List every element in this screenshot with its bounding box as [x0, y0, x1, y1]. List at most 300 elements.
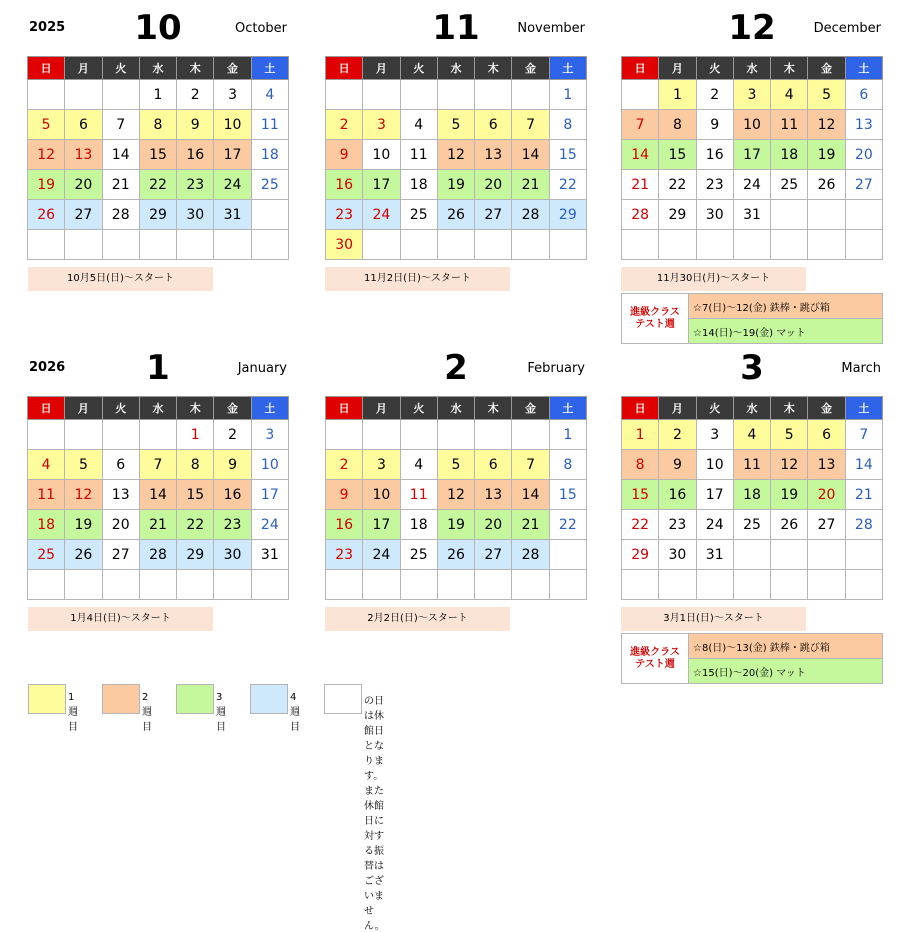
day-cell — [28, 80, 65, 110]
day-cell: 24 — [214, 170, 251, 200]
day-cell: 20 — [65, 170, 102, 200]
day-cell — [363, 80, 400, 110]
weekday-header: 月 — [65, 57, 102, 80]
legend-label-week1: 1週目 — [68, 692, 78, 733]
day-cell: 12 — [771, 450, 808, 480]
day-cell — [475, 80, 512, 110]
legend-closed-note: の日は休館日となります。また休館日に対する振替はございません。 — [364, 696, 385, 932]
weekday-header: 日 — [326, 397, 363, 420]
day-cell: 31 — [733, 200, 770, 230]
day-cell: 10 — [696, 450, 733, 480]
weekday-header: 金 — [808, 57, 845, 80]
weekday-header: 木 — [771, 397, 808, 420]
month-name-english: March — [841, 361, 881, 376]
day-cell: 2 — [326, 450, 363, 480]
day-cell: 28 — [102, 200, 139, 230]
day-cell: 22 — [622, 510, 659, 540]
month-number: 10 — [134, 8, 182, 48]
day-cell: 4 — [400, 450, 437, 480]
day-cell: 18 — [251, 140, 288, 170]
calendar-november — [325, 8, 587, 260]
week-row — [622, 200, 883, 230]
day-cell: 29 — [549, 200, 586, 230]
day-cell: 17 — [733, 140, 770, 170]
day-cell: 21 — [845, 480, 882, 510]
week-row — [622, 230, 883, 260]
day-cell: 29 — [139, 200, 176, 230]
day-cell: 16 — [659, 480, 696, 510]
week-row — [28, 540, 289, 570]
day-cell: 4 — [251, 80, 288, 110]
day-cell: 8 — [177, 450, 214, 480]
day-cell: 25 — [771, 170, 808, 200]
day-cell: 27 — [65, 200, 102, 230]
day-cell: 15 — [659, 140, 696, 170]
day-cell: 3 — [214, 80, 251, 110]
start-banner-january: 1月4日(日)～スタート — [28, 607, 213, 631]
day-cell: 23 — [177, 170, 214, 200]
day-cell — [102, 230, 139, 260]
day-cell — [139, 230, 176, 260]
calendar-header — [27, 348, 289, 396]
day-cell: 18 — [400, 170, 437, 200]
weekday-header-row — [622, 397, 883, 420]
week-row — [28, 170, 289, 200]
day-cell: 15 — [622, 480, 659, 510]
day-cell — [808, 200, 845, 230]
week-row — [326, 540, 587, 570]
weekday-header: 火 — [400, 57, 437, 80]
year-label: 2025 — [29, 20, 66, 35]
day-cell: 13 — [475, 480, 512, 510]
day-cell: 28 — [845, 510, 882, 540]
day-cell: 15 — [139, 140, 176, 170]
day-cell: 11 — [400, 480, 437, 510]
week-row — [28, 570, 289, 600]
calendar-header — [27, 8, 289, 56]
week-row — [28, 480, 289, 510]
day-cell: 16 — [177, 140, 214, 170]
day-cell: 25 — [400, 200, 437, 230]
day-cell — [771, 540, 808, 570]
day-cell: 2 — [696, 80, 733, 110]
day-cell: 1 — [549, 420, 586, 450]
day-cell — [475, 570, 512, 600]
weekday-header: 木 — [771, 57, 808, 80]
day-cell: 11 — [733, 450, 770, 480]
day-cell: 10 — [363, 140, 400, 170]
day-cell: 18 — [733, 480, 770, 510]
day-cell: 19 — [437, 170, 474, 200]
weekday-header: 水 — [437, 397, 474, 420]
day-cell — [771, 200, 808, 230]
week-row — [326, 170, 587, 200]
day-cell — [622, 230, 659, 260]
day-cell — [771, 230, 808, 260]
day-cell — [549, 230, 586, 260]
month-number: 3 — [740, 348, 764, 388]
test-week-row-bar-vault: ☆7(日)～12(金) 鉄棒・跳び箱 — [689, 294, 883, 319]
day-cell: 27 — [808, 510, 845, 540]
day-cell: 14 — [512, 140, 549, 170]
day-cell: 14 — [102, 140, 139, 170]
day-cell: 12 — [808, 110, 845, 140]
weekday-header: 月 — [363, 57, 400, 80]
week-row — [326, 140, 587, 170]
legend-swatch-week3 — [176, 684, 214, 714]
test-week-row-mat: ☆14(日)～19(金) マット — [689, 319, 883, 344]
day-cell: 19 — [28, 170, 65, 200]
day-cell: 16 — [326, 170, 363, 200]
day-cell: 17 — [363, 170, 400, 200]
calendar-header — [621, 8, 883, 56]
week-row — [28, 230, 289, 260]
week-row — [28, 450, 289, 480]
day-cell: 6 — [845, 80, 882, 110]
calendar-march — [621, 348, 883, 600]
day-cell: 3 — [363, 110, 400, 140]
weekday-header: 木 — [475, 397, 512, 420]
day-cell — [808, 570, 845, 600]
day-cell — [512, 230, 549, 260]
day-cell: 29 — [177, 540, 214, 570]
day-cell: 20 — [102, 510, 139, 540]
year-label: 2026 — [29, 360, 66, 375]
month-number: 11 — [432, 8, 480, 48]
day-cell — [622, 570, 659, 600]
day-cell: 20 — [808, 480, 845, 510]
calendar-grid — [621, 396, 883, 600]
day-cell: 31 — [251, 540, 288, 570]
day-cell: 12 — [28, 140, 65, 170]
month-number: 2 — [444, 348, 468, 388]
week-row — [622, 480, 883, 510]
day-cell: 19 — [771, 480, 808, 510]
day-cell: 8 — [549, 110, 586, 140]
weekday-header: 金 — [512, 397, 549, 420]
day-cell — [400, 570, 437, 600]
day-cell: 10 — [251, 450, 288, 480]
day-cell: 2 — [326, 110, 363, 140]
weekday-header: 月 — [659, 397, 696, 420]
day-cell: 13 — [845, 110, 882, 140]
day-cell: 3 — [363, 450, 400, 480]
day-cell — [475, 230, 512, 260]
day-cell — [696, 230, 733, 260]
day-cell: 21 — [102, 170, 139, 200]
day-cell: 2 — [177, 80, 214, 110]
day-cell: 27 — [475, 200, 512, 230]
weekday-header-row — [326, 57, 587, 80]
day-cell — [659, 230, 696, 260]
week-row — [28, 420, 289, 450]
day-cell: 29 — [659, 200, 696, 230]
calendar-grid — [325, 396, 587, 600]
day-cell: 5 — [437, 450, 474, 480]
calendar-february — [325, 348, 587, 600]
weekday-header: 土 — [549, 397, 586, 420]
day-cell: 26 — [437, 200, 474, 230]
day-cell — [437, 80, 474, 110]
day-cell — [845, 540, 882, 570]
calendar-october — [27, 8, 289, 260]
test-week-december — [621, 293, 883, 344]
day-cell: 9 — [696, 110, 733, 140]
start-banner-december: 11月30日(月)～スタート — [621, 267, 806, 291]
day-cell: 22 — [177, 510, 214, 540]
day-cell: 21 — [139, 510, 176, 540]
day-cell: 24 — [363, 200, 400, 230]
day-cell: 30 — [177, 200, 214, 230]
day-cell: 12 — [437, 140, 474, 170]
weekday-header: 日 — [622, 397, 659, 420]
day-cell: 7 — [512, 110, 549, 140]
day-cell: 6 — [808, 420, 845, 450]
day-cell — [808, 230, 845, 260]
day-cell: 24 — [733, 170, 770, 200]
day-cell: 11 — [400, 140, 437, 170]
day-cell — [845, 570, 882, 600]
day-cell: 3 — [251, 420, 288, 450]
weekday-header: 水 — [437, 57, 474, 80]
day-cell — [512, 570, 549, 600]
day-cell — [696, 570, 733, 600]
day-cell — [845, 230, 882, 260]
weekday-header: 金 — [512, 57, 549, 80]
week-row — [28, 80, 289, 110]
weekday-header-row — [28, 397, 289, 420]
day-cell: 22 — [139, 170, 176, 200]
day-cell: 30 — [326, 230, 363, 260]
weekday-header: 土 — [549, 57, 586, 80]
day-cell: 17 — [363, 510, 400, 540]
day-cell: 24 — [363, 540, 400, 570]
day-cell — [549, 570, 586, 600]
weekday-header: 土 — [251, 397, 288, 420]
day-cell: 14 — [139, 480, 176, 510]
day-cell — [251, 200, 288, 230]
day-cell: 11 — [251, 110, 288, 140]
day-cell — [177, 230, 214, 260]
day-cell: 20 — [475, 170, 512, 200]
weekday-header: 水 — [733, 57, 770, 80]
calendar-grid — [27, 396, 289, 600]
day-cell: 18 — [771, 140, 808, 170]
month-name-english: January — [237, 361, 287, 376]
day-cell: 9 — [177, 110, 214, 140]
week-row — [622, 570, 883, 600]
day-cell: 7 — [845, 420, 882, 450]
day-cell: 1 — [139, 80, 176, 110]
weekday-header: 木 — [475, 57, 512, 80]
day-cell: 1 — [622, 420, 659, 450]
day-cell: 12 — [65, 480, 102, 510]
week-row — [326, 200, 587, 230]
day-cell: 27 — [475, 540, 512, 570]
day-cell — [28, 230, 65, 260]
month-name-english: February — [527, 361, 585, 376]
day-cell: 24 — [251, 510, 288, 540]
day-cell: 15 — [549, 140, 586, 170]
day-cell: 31 — [696, 540, 733, 570]
day-cell: 25 — [251, 170, 288, 200]
month-name-english: October — [234, 21, 287, 36]
month-number: 1 — [146, 348, 170, 388]
day-cell — [214, 570, 251, 600]
weekday-header: 金 — [214, 397, 251, 420]
day-cell: 6 — [475, 110, 512, 140]
week-row — [326, 570, 587, 600]
day-cell: 11 — [771, 110, 808, 140]
day-cell: 24 — [696, 510, 733, 540]
day-cell — [363, 230, 400, 260]
calendar-december — [621, 8, 883, 260]
day-cell: 13 — [475, 140, 512, 170]
weekday-header: 火 — [400, 397, 437, 420]
day-cell: 8 — [139, 110, 176, 140]
day-cell: 5 — [771, 420, 808, 450]
day-cell: 21 — [622, 170, 659, 200]
day-cell: 18 — [400, 510, 437, 540]
day-cell — [400, 230, 437, 260]
weekday-header: 火 — [102, 57, 139, 80]
day-cell — [102, 80, 139, 110]
day-cell: 21 — [512, 510, 549, 540]
legend-label-week2: 2週目 — [142, 692, 152, 733]
day-cell: 17 — [696, 480, 733, 510]
day-cell: 13 — [65, 140, 102, 170]
day-cell: 5 — [65, 450, 102, 480]
weekday-header: 土 — [251, 57, 288, 80]
day-cell — [251, 230, 288, 260]
day-cell: 3 — [733, 80, 770, 110]
week-row — [622, 110, 883, 140]
weekday-header: 土 — [845, 57, 882, 80]
weekday-header: 土 — [845, 397, 882, 420]
calendar-grid — [325, 56, 587, 260]
day-cell: 2 — [214, 420, 251, 450]
calendar-header — [621, 348, 883, 396]
day-cell — [771, 570, 808, 600]
weekday-header-row — [28, 57, 289, 80]
calendar-header — [325, 348, 587, 396]
day-cell: 5 — [808, 80, 845, 110]
week-row — [622, 170, 883, 200]
day-cell — [65, 570, 102, 600]
week-row — [326, 480, 587, 510]
week-row — [326, 230, 587, 260]
test-week-label: 進級クラス テスト週 — [622, 294, 689, 344]
month-number: 12 — [728, 8, 776, 48]
day-cell — [326, 420, 363, 450]
day-cell — [214, 230, 251, 260]
day-cell: 6 — [65, 110, 102, 140]
calendar-january — [27, 348, 289, 600]
week-row — [326, 510, 587, 540]
weekday-header: 火 — [696, 57, 733, 80]
day-cell: 28 — [622, 200, 659, 230]
start-banner-october: 10月5日(日)～スタート — [28, 267, 213, 291]
weekday-header: 金 — [808, 397, 845, 420]
day-cell: 16 — [696, 140, 733, 170]
day-cell — [437, 570, 474, 600]
day-cell: 14 — [845, 450, 882, 480]
day-cell — [733, 540, 770, 570]
day-cell — [622, 80, 659, 110]
day-cell: 9 — [214, 450, 251, 480]
day-cell — [65, 230, 102, 260]
week-row — [326, 420, 587, 450]
day-cell: 9 — [326, 140, 363, 170]
test-week-row-bar-vault: ☆8(日)～13(金) 鉄棒・跳び箱 — [689, 634, 883, 659]
day-cell: 10 — [363, 480, 400, 510]
day-cell: 17 — [214, 140, 251, 170]
week-row — [622, 510, 883, 540]
weekday-header: 月 — [363, 397, 400, 420]
day-cell — [326, 570, 363, 600]
day-cell — [65, 420, 102, 450]
day-cell — [28, 570, 65, 600]
day-cell — [251, 570, 288, 600]
day-cell: 14 — [622, 140, 659, 170]
day-cell: 20 — [845, 140, 882, 170]
day-cell: 8 — [622, 450, 659, 480]
weekday-header: 日 — [622, 57, 659, 80]
day-cell — [512, 420, 549, 450]
weekday-header-row — [326, 397, 587, 420]
day-cell: 16 — [326, 510, 363, 540]
legend-label-week4: 4週目 — [290, 692, 300, 733]
test-week-march — [621, 633, 883, 684]
day-cell: 1 — [549, 80, 586, 110]
weekday-header: 木 — [177, 397, 214, 420]
day-cell — [177, 570, 214, 600]
weekday-header: 日 — [326, 57, 363, 80]
day-cell: 15 — [177, 480, 214, 510]
day-cell: 23 — [326, 540, 363, 570]
weekday-header: 火 — [102, 397, 139, 420]
day-cell: 4 — [733, 420, 770, 450]
day-cell: 9 — [659, 450, 696, 480]
weekday-header: 水 — [733, 397, 770, 420]
day-cell: 3 — [696, 420, 733, 450]
day-cell: 31 — [214, 200, 251, 230]
day-cell — [139, 420, 176, 450]
day-cell — [437, 420, 474, 450]
legend-swatch-week4 — [250, 684, 288, 714]
test-week-label: 進級クラス テスト週 — [622, 634, 689, 684]
day-cell: 19 — [437, 510, 474, 540]
week-row — [28, 140, 289, 170]
day-cell: 1 — [177, 420, 214, 450]
weekday-header: 日 — [28, 397, 65, 420]
weekday-header: 水 — [139, 397, 176, 420]
day-cell: 10 — [214, 110, 251, 140]
day-cell: 21 — [512, 170, 549, 200]
day-cell — [808, 540, 845, 570]
day-cell — [139, 570, 176, 600]
day-cell: 7 — [139, 450, 176, 480]
calendar-grid — [27, 56, 289, 260]
day-cell: 2 — [659, 420, 696, 450]
weekday-header: 木 — [177, 57, 214, 80]
day-cell: 25 — [28, 540, 65, 570]
day-cell: 20 — [475, 510, 512, 540]
weekday-header: 金 — [214, 57, 251, 80]
weekday-header: 火 — [696, 397, 733, 420]
day-cell — [326, 80, 363, 110]
day-cell: 4 — [28, 450, 65, 480]
